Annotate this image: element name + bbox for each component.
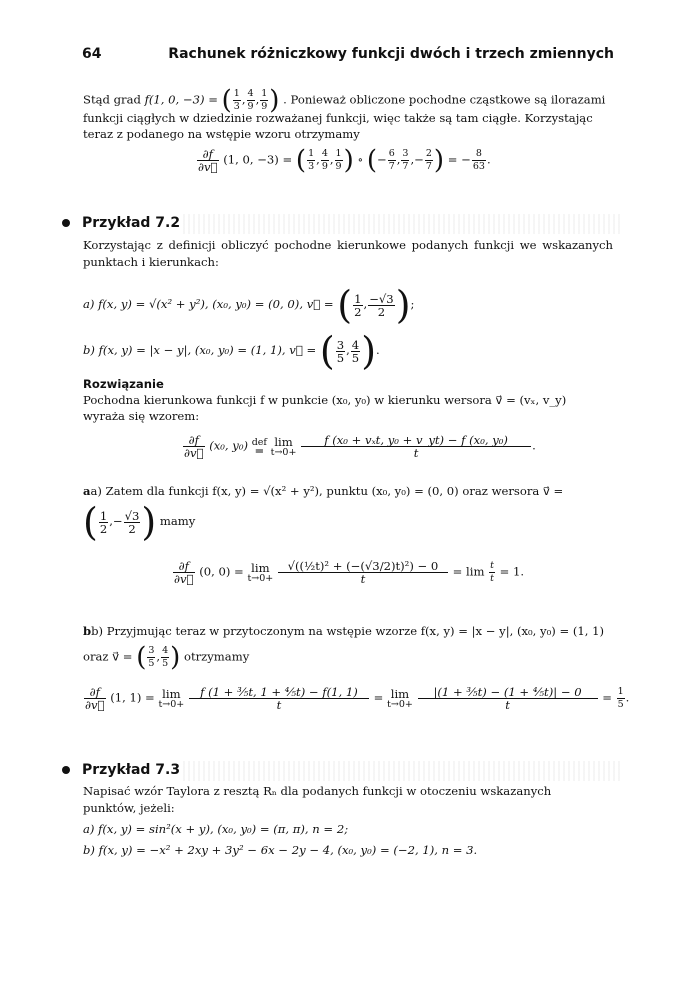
solution-a-equation: $\frac{\partial f}{\partial v⃗}$ (0, 0) = lim t→0+ $\frac{\text{√((½t)² + (−(√3/2)t)²) − 0}}{t}$ = lim $\frac{t}{t}$ = 1. xyxy=(174,559,525,586)
solution-line-2: wyraża się wzorem: xyxy=(83,409,200,423)
example-7-3-b: b) f(x, y) = −x² + 2xy + 3y² − 6x − 2y − 4, (x₀, y₀) = (−2, 1), n = 3. xyxy=(83,843,478,857)
intro-line-3: teraz z podanego na wstępie wzoru otrzymamy xyxy=(83,127,360,141)
solution-a-line-2: ( $\frac{1}{2}$ ,− $\frac{√3}{2}$ ) mamy xyxy=(83,500,196,544)
chapter-title: Rachunek różniczkowy funkcji dwóch i trzech zmiennych xyxy=(168,46,614,62)
solution-heading: Rozwiązanie xyxy=(83,377,164,391)
example-7-2-b: b) f(x, y) = |x − y|, (x₀, y₀) = (1, 1), v⃗ = ( $\frac{3}{5}$ , $\frac{4}{5}$ ). xyxy=(83,329,380,373)
definition-formula: $\frac{\partial f}{\partial v⃗}$ (x₀, y₀) def ═ lim t→0+ $\frac{\text{f (x₀ + vₓt, y₀ + v\_yt) − f (x₀, y₀)}}{t}$ . xyxy=(184,433,536,460)
example-7-3-line-1: Napisać wzór Taylora z resztą Rₙ dla podanych funkcji w otoczeniu wskazanych xyxy=(83,784,552,798)
intro-line-2: funkcji ciągłych w dziedzinie rozważanej funkcji, więc także są tam ciągłe. Korzystając xyxy=(83,111,593,125)
example-7-2-a: a) f(x, y) = √(x² + y²), (x₀, y₀) = (0, 0), v⃗ = ( $\frac{1}{2}$ , $\frac{-√3}{2}$ ); xyxy=(83,283,415,327)
example-7-2-text: Korzystając z definicji obliczyć pochodne kierunkowe podanych funkcji we wskazanych punktach i kierunkach: xyxy=(83,238,613,269)
running-header xyxy=(82,46,614,68)
solution-b-line-1: bb) Przyjmując teraz w przytoczonym na wstępie wzorze f(x, y) = |x − y|, (x₀, y₀) = (1, 1) xyxy=(83,624,605,638)
bullet-icon xyxy=(62,219,70,227)
directional-derivative-result: $\frac{\partial f}{\partial v⃗}$ (1, 0, −3) = ( $\frac{1}{3}$ , $\frac{4}{9}$ , $\frac{1}{9}$ ) ∘ (− $\frac{6}{7}$ , $\frac{3}{7}$ ,− $\frac{2}{7}$ ) = − $\frac{8}{63}$ . xyxy=(198,145,491,176)
example-7-3-line-2: punktów, jeżeli: xyxy=(83,801,175,815)
solution-line-1: Pochodna kierunkowa funkcji f w punkcie (x₀, y₀) w kierunku wersora v⃗ = (vₓ, v_y) xyxy=(83,393,567,407)
solution-b-equation: $\frac{\partial f}{\partial v⃗}$ (1, 1) = lim t→0+ $\frac{\text{f (1 + ³⁄₅t, 1 + ⁴⁄₅t) − f(1, 1)}}{t}$ = lim t→0+ $\frac{\text{|(1 + ³⁄₅t) − (1 + ⁴⁄₅t)| − 0}}{t}$ = $\frac{1}{5}$ . xyxy=(85,685,630,712)
bullet-icon xyxy=(62,766,70,774)
intro-line-1: Stąd grad f(1, 0, −3) = ( $\frac{1}{3}$ , $\frac{4}{9}$ , $\frac{1}{9}$ ) . Ponieważ obliczone pochodne cząstkowe są ilorazami xyxy=(83,85,606,116)
example-7-3-heading: Przykład 7.3 xyxy=(62,762,180,778)
example-7-2-heading: Przykład 7.2 xyxy=(62,215,180,231)
solution-a-line-1: aa) Zatem dla funkcji f(x, y) = √(x² + y²), punktu (x₀, y₀) = (0, 0) oraz wersora v⃗ = xyxy=(83,484,564,498)
example-7-3-a: a) f(x, y) = sin²(x + y), (x₀, y₀) = (π, π), n = 2; xyxy=(83,822,349,836)
page-number: 64 xyxy=(82,46,102,62)
solution-b-line-2: oraz v⃗ = ( $\frac{3}{5}$ , $\frac{4}{5}$ ) otrzymamy xyxy=(83,642,250,673)
heading-band xyxy=(180,761,620,781)
heading-band xyxy=(180,214,620,234)
